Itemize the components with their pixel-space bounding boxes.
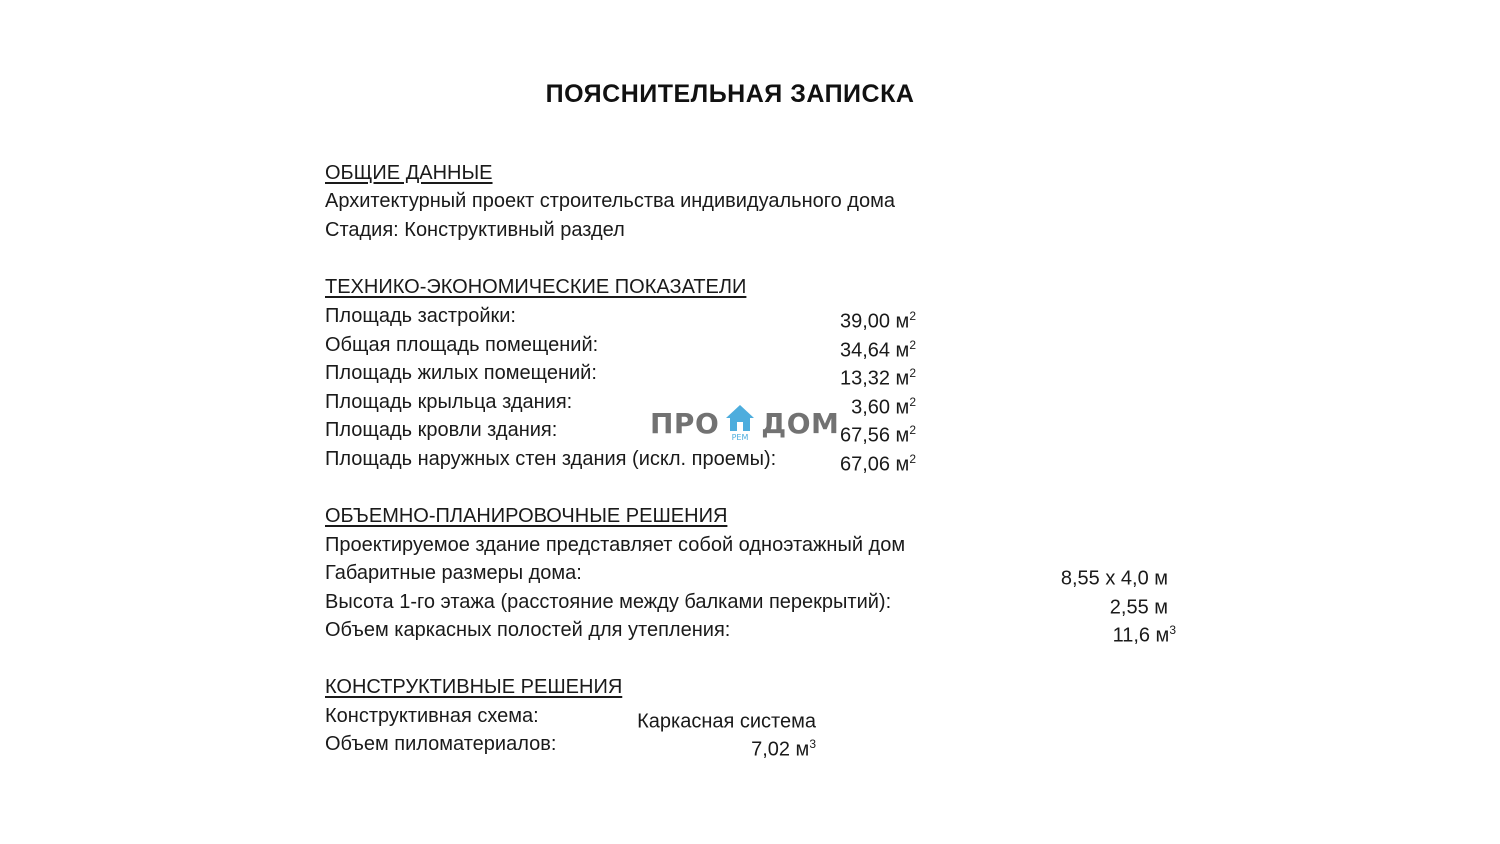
watermark-logo: [650, 403, 839, 443]
tep-row-label: Площадь жилых помещений:: [325, 362, 597, 384]
watermark-text-right: ДОМ: [761, 406, 840, 440]
watermark-small-text: РЕМ: [731, 433, 749, 442]
tep-row-value: 3,60 $м^2$: [851, 395, 916, 419]
tep-row-value: 67,56 $м^2$: [839, 423, 916, 447]
tep-row-value: 13,32 $м^2$: [839, 366, 916, 390]
planning-row-label: Габаритные размеры дома:: [325, 562, 582, 584]
tep-row-label: Площадь застройки:: [325, 305, 516, 327]
construct-row-value: Каркасная система: [637, 710, 816, 733]
planning-row-value: 11,6 $м^3$: [1112, 623, 1176, 647]
tep-row-label: Площадь кровли здания:: [325, 419, 558, 441]
planning-row-label: Высота 1-го этажа (расстояние между балками перекрытий):: [325, 591, 892, 613]
section-heading-planning: ОБЪЕМНО-ПЛАНИРОВОЧНЫЕ РЕШЕНИЯ: [325, 505, 728, 527]
general-line-1: Архитектурный проект строительства индивидуального дома: [325, 190, 895, 212]
construct-row-label: Конструктивная схема:: [325, 705, 539, 727]
planning-line-1: Проектируемое здание представляет собой одноэтажный дом: [325, 534, 906, 556]
planning-row-value: 8,55 х 4,0 м: [1060, 567, 1168, 590]
construct-row-value: 7,02 $м^3$: [751, 737, 816, 761]
tep-row-label: Площадь крыльца здания:: [325, 391, 573, 413]
section-heading-construct: КОНСТРУКТИВНЫЕ РЕШЕНИЯ: [325, 676, 623, 698]
planning-row-label: Объем каркасных полостей для утепления:: [325, 619, 731, 641]
tep-row-label: Площадь наружных стен здания (искл. проемы):: [325, 448, 777, 470]
section-heading-general: ОБЩИЕ ДАННЫЕ: [325, 162, 493, 184]
general-line-2: Стадия: Конструктивный раздел: [325, 219, 625, 241]
tep-row-label: Общая площадь помещений:: [325, 334, 599, 356]
construct-row-label: Объем пиломатериалов:: [325, 733, 557, 755]
page-title: ПОЯСНИТЕЛЬНАЯ ЗАПИСКА: [545, 80, 915, 108]
tep-row-value: 39,00 $м^2$: [839, 309, 916, 333]
planning-row-value: 2,55 м: [1109, 596, 1168, 619]
house-icon: [725, 403, 755, 443]
section-heading-tep: ТЕХНИКО-ЭКОНОМИЧЕСКИЕ ПОКАЗАТЕЛИ: [325, 276, 747, 298]
tep-row-value: 67,06 $м^2$: [839, 452, 916, 476]
watermark-text-left: ПРО: [650, 406, 720, 440]
tep-row-value: 34,64 $м^2$: [839, 338, 916, 362]
